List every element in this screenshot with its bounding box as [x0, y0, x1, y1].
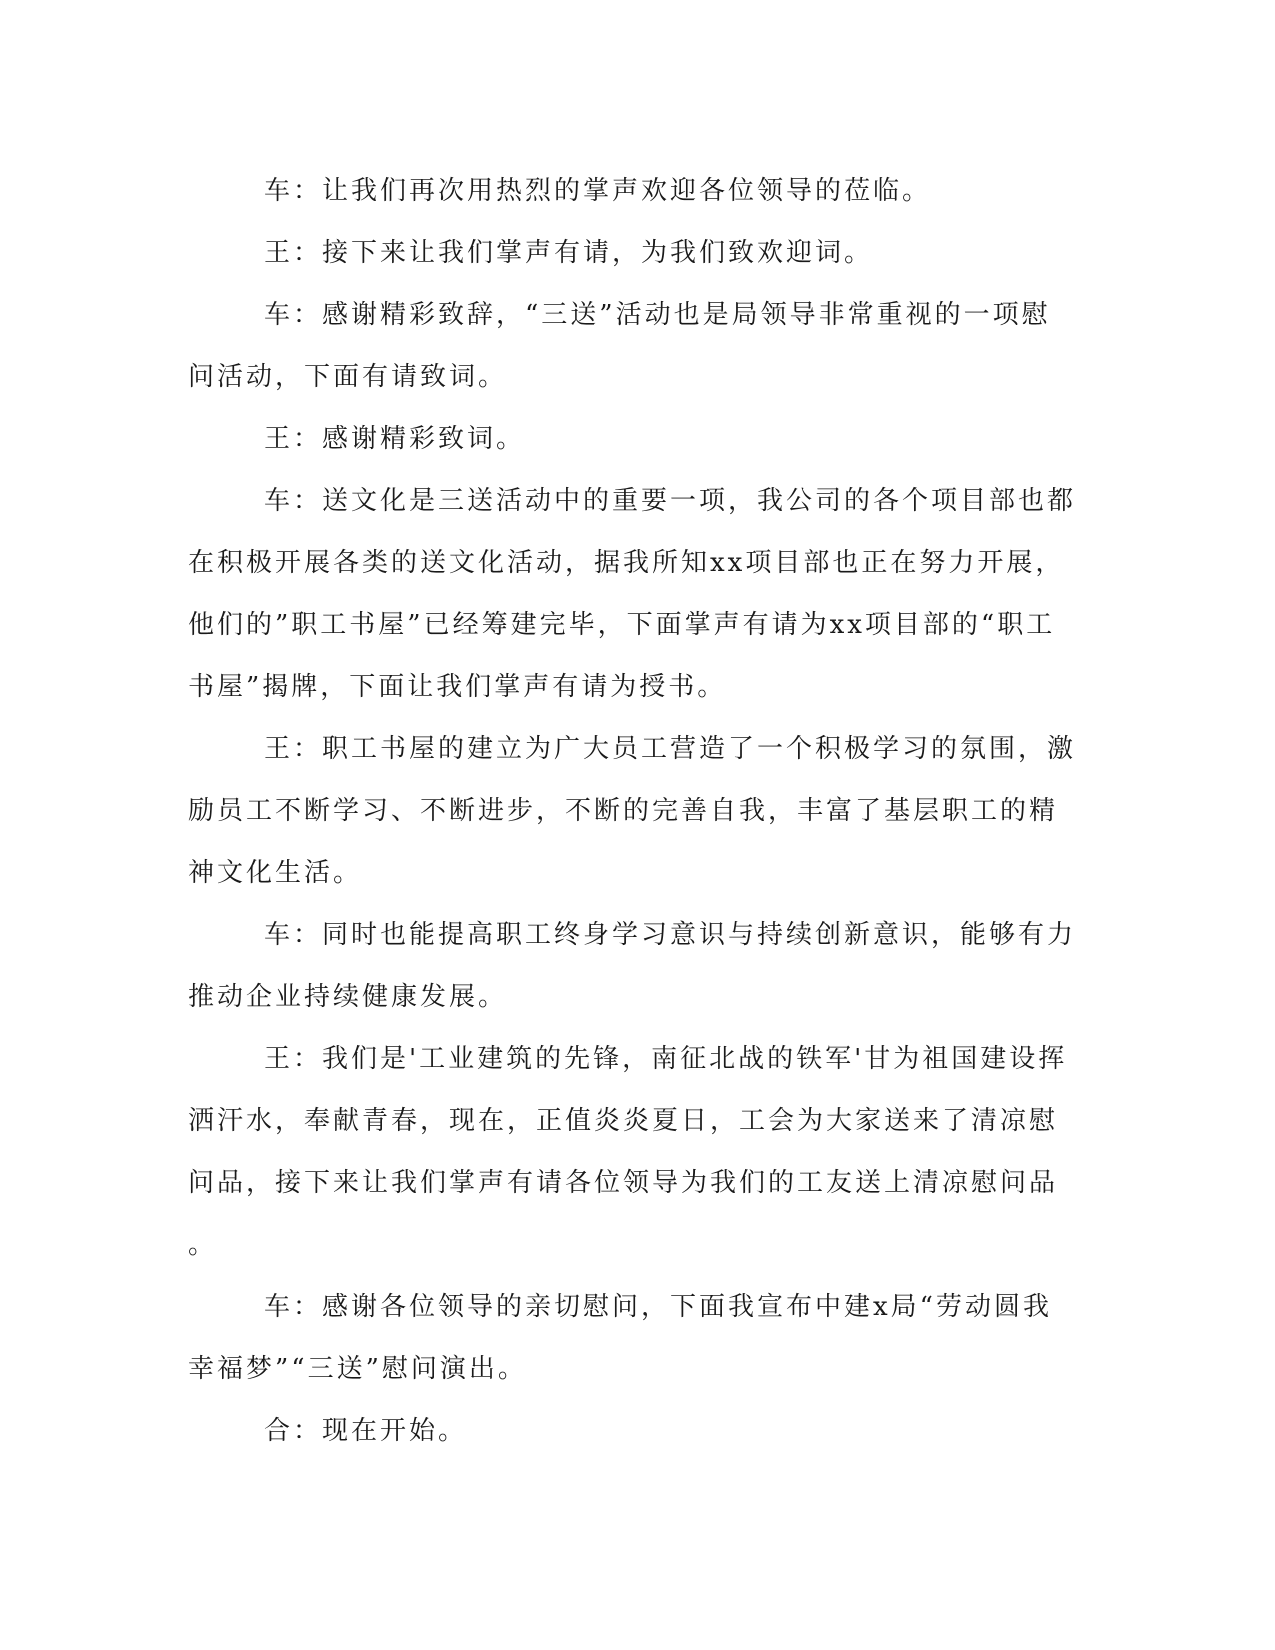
document-body: [188, 160, 1078, 1462]
paragraph-8: 王：我们是'工业建筑的先锋，南征北战的铁军'甘为祖国建设挥洒汗水，奉献青春，现在，正值炎炎夏日，工会为大家送来了清凉慰问品，接下来让我们掌声有请各位领导为我们的工友送上清凉慰问品。: [188, 1044, 1068, 1260]
paragraph-6: 王：职工书屋的建立为广大员工营造了一个积极学习的氛围，激励员工不断学习、不断进步，不断的完善自我，丰富了基层职工的精神文化生活。: [188, 734, 1077, 888]
paragraph-9: 车：感谢各位领导的亲切慰问，下面我宣布中建x局“劳动圆我幸福梦”“三送”慰问演出。: [188, 1292, 1052, 1384]
paragraph-1: 车：让我们再次用热烈的掌声欢迎各位领导的莅临。: [264, 176, 932, 206]
paragraph-5: 车：送文化是三送活动中的重要一项，我公司的各个项目部也都在积极开展各类的送文化活动，据我所知xx项目部也正在努力开展，他们的”职工书屋”已经筹建完毕，下面掌声有请为xx项目部的“职工书屋”揭牌，下面让我们掌声有请为授书。: [188, 486, 1077, 702]
paragraph-3: 车：感谢精彩致辞，“三送”活动也是局领导非常重视的一项慰问活动，下面有请致词。: [188, 300, 1051, 392]
paragraph-10: 合：现在开始。: [264, 1416, 468, 1446]
paragraph-7: 车：同时也能提高职工终身学习意识与持续创新意识，能够有力推动企业持续健康发展。: [188, 920, 1077, 1012]
paragraph-4: 王：感谢精彩致词。: [264, 424, 526, 454]
paragraph-2: 王：接下来让我们掌声有请，为我们致欢迎词。: [264, 238, 874, 268]
